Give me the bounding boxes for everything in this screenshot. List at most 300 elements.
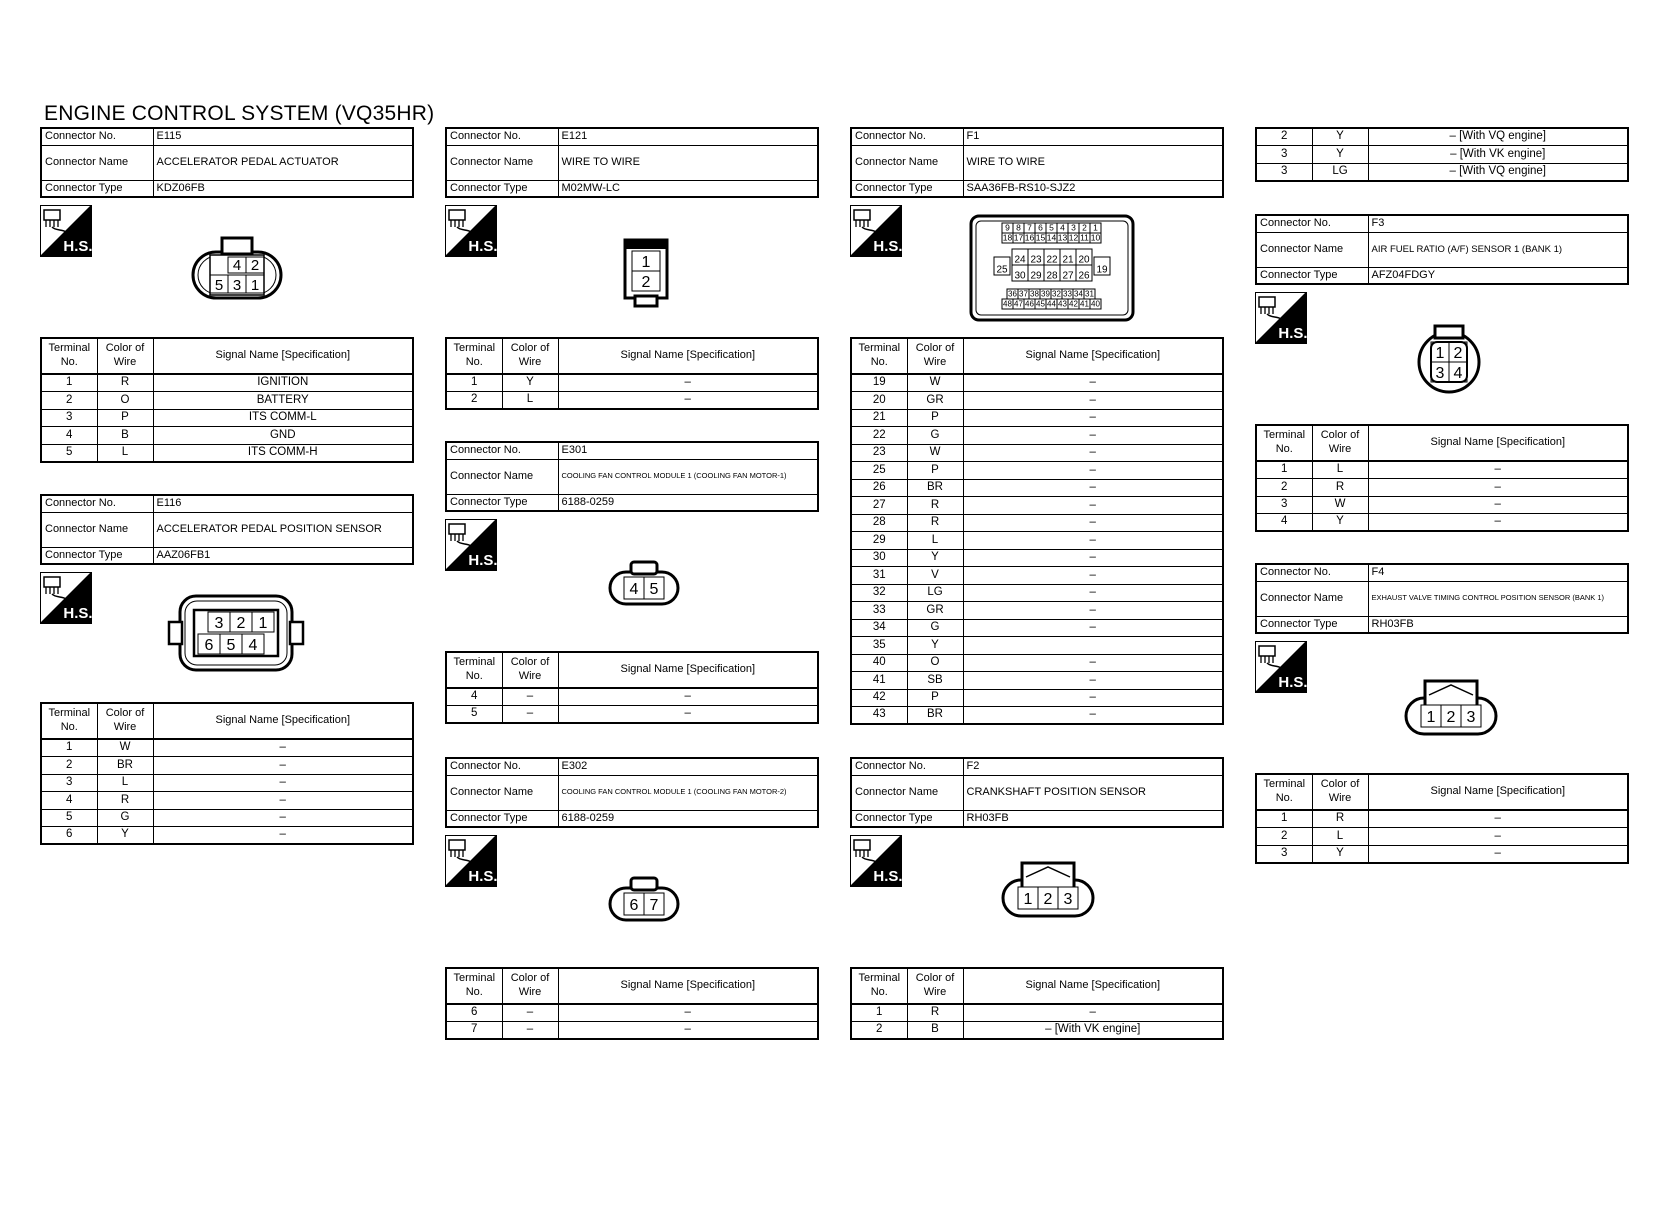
connector-info-f1 — [850, 127, 1224, 198]
terminal-no-cell: 2 — [1256, 128, 1312, 146]
terminal-no-cell: 27 — [851, 497, 907, 515]
signal-name-cell: – — [963, 689, 1223, 707]
pin-label: 1 — [250, 277, 260, 294]
wire-color-cell: Y — [1312, 514, 1368, 532]
wire-color-cell: P — [97, 409, 153, 427]
wire-color-cell: B — [97, 427, 153, 445]
terminal-no-cell: 19 — [851, 374, 907, 392]
harness-side-icon — [40, 205, 92, 257]
pin-label: 34 — [1074, 289, 1083, 299]
terminal-no-cell: 30 — [851, 549, 907, 567]
table-row — [41, 792, 413, 810]
signal-name-cell: – — [1368, 828, 1628, 846]
connector-name-label: Connector Name — [41, 512, 153, 547]
table-row — [41, 444, 413, 462]
pin-label: 7 — [1027, 222, 1032, 233]
connector-name-value: ACCELERATOR PEDAL ACTUATOR — [153, 145, 413, 180]
terminal-no-cell: 3 — [1256, 163, 1312, 181]
connector-no-value: E301 — [558, 442, 818, 459]
signal-name-cell: – — [153, 809, 413, 827]
wire-color-cell: L — [97, 774, 153, 792]
connector-name-label: Connector Name — [446, 775, 558, 810]
signal-name-cell: – — [1368, 810, 1628, 828]
connector-name-value: CRANKSHAFT POSITION SENSOR — [963, 775, 1223, 810]
terminal-table-e302 — [445, 967, 819, 1040]
table-row — [851, 584, 1223, 602]
page-title: ENGINE CONTROL SYSTEM (VQ35HR) — [44, 102, 435, 125]
table-row — [851, 497, 1223, 515]
connector-no-label: Connector No. — [446, 758, 558, 775]
signal-name-cell: – — [963, 444, 1223, 462]
terminal-no-header: Terminal No. — [1256, 425, 1312, 461]
terminal-table-e121 — [445, 337, 819, 410]
connector-name-value: COOLING FAN CONTROL MODULE 1 (COOLING FAN MOTOR-2) — [558, 775, 818, 810]
signal-name-cell: – — [963, 584, 1223, 602]
wire-color-cell: R — [907, 497, 963, 515]
connector-no-label: Connector No. — [446, 442, 558, 459]
signal-name-cell: – — [558, 688, 818, 706]
terminal-no-cell: 2 — [41, 392, 97, 410]
pin-label: 4 — [1060, 222, 1065, 233]
terminal-no-cell: 1 — [851, 1004, 907, 1022]
wire-color-cell: L — [502, 392, 558, 410]
connector-type-label: Connector Type — [446, 810, 558, 827]
terminal-no-cell: 1 — [1256, 461, 1312, 479]
connector-no-value: E116 — [153, 495, 413, 512]
terminal-table-e301 — [445, 651, 819, 724]
connector-type-label: Connector Type — [446, 180, 558, 197]
wire-color-cell: BR — [907, 707, 963, 725]
table-row — [41, 757, 413, 775]
pin-label: 3 — [1063, 891, 1073, 908]
signal-name-cell: – — [963, 549, 1223, 567]
signal-name-cell: – — [963, 1004, 1223, 1022]
wire-color-cell: Y — [502, 374, 558, 392]
pin-label: 6 — [629, 897, 639, 914]
connector-type-value: 6188-0259 — [558, 494, 818, 511]
wire-color-cell: LG — [1312, 163, 1368, 181]
connector-type-value: M02MW-LC — [558, 180, 818, 197]
terminal-no-cell: 32 — [851, 584, 907, 602]
terminal-no-cell: 1 — [1256, 810, 1312, 828]
signal-name-cell: – — [963, 672, 1223, 690]
connector-info-e116 — [40, 494, 414, 565]
pin-label: 28 — [1046, 270, 1058, 282]
connector-name-label: Connector Name — [851, 775, 963, 810]
color-of-wire-header: Color of Wire — [907, 338, 963, 374]
signal-name-cell: – — [963, 514, 1223, 532]
pin-label: 2 — [1453, 345, 1463, 362]
terminal-table-f2 — [850, 967, 1224, 1040]
table-row — [41, 427, 413, 445]
connector-name-label: Connector Name — [1256, 232, 1368, 267]
signal-name-cell: – — [963, 462, 1223, 480]
pin-label: 39 — [1041, 289, 1050, 299]
table-row — [851, 689, 1223, 707]
terminal-no-cell: 4 — [446, 688, 502, 706]
signal-name-header: Signal Name [Specification] — [153, 338, 413, 374]
connector-diagram-e121 — [621, 237, 671, 309]
connector-f4 — [1255, 563, 1629, 859]
wire-color-cell: BR — [97, 757, 153, 775]
terminal-no-cell: 2 — [851, 1022, 907, 1040]
signal-name-cell: – — [963, 427, 1223, 445]
terminal-no-header: Terminal No. — [446, 338, 502, 374]
pin-label: 1 — [1426, 709, 1436, 726]
signal-name-cell: – — [1368, 496, 1628, 514]
connector-type-value: KDZ06FB — [153, 180, 413, 197]
wire-color-cell: BR — [907, 479, 963, 497]
signal-name-cell: – — [153, 757, 413, 775]
pin-label: 48 — [1003, 299, 1012, 309]
pin-label: 18 — [1002, 232, 1013, 243]
table-row — [1256, 496, 1628, 514]
harness-side-icon — [850, 205, 902, 257]
wire-color-cell: L — [907, 532, 963, 550]
terminal-no-cell: 29 — [851, 532, 907, 550]
terminal-no-cell: 4 — [1256, 514, 1312, 532]
terminal-table-f3 — [1255, 424, 1629, 532]
connector-name-label: Connector Name — [1256, 581, 1368, 616]
connector-type-value: SAA36FB-RS10-SJZ2 — [963, 180, 1223, 197]
wire-color-cell: Y — [1312, 146, 1368, 164]
terminal-no-header: Terminal No. — [1256, 774, 1312, 810]
signal-name-cell: – — [963, 532, 1223, 550]
pin-label: 5 — [214, 277, 224, 294]
connector-info-e121 — [445, 127, 819, 198]
pin-label: 3 — [1466, 709, 1476, 726]
terminal-no-cell: 41 — [851, 672, 907, 690]
terminal-no-cell: 3 — [41, 409, 97, 427]
signal-name-cell: – — [1368, 845, 1628, 863]
table-row — [851, 392, 1223, 410]
wire-color-cell: R — [1312, 479, 1368, 497]
terminal-no-header: Terminal No. — [851, 338, 907, 374]
pin-label: 27 — [1062, 270, 1074, 282]
terminal-rows — [1256, 128, 1628, 181]
pin-label: 10 — [1090, 232, 1101, 243]
signal-name-cell: – [With VK engine] — [1368, 146, 1628, 164]
terminal-no-cell: 3 — [41, 774, 97, 792]
signal-name-cell: – [With VK engine] — [963, 1022, 1223, 1040]
terminal-no-header: Terminal No. — [446, 652, 502, 688]
pin-label: 2 — [1446, 709, 1456, 726]
pin-label: 29 — [1030, 270, 1042, 282]
pin-label: 31 — [1085, 289, 1094, 299]
table-row — [41, 374, 413, 392]
harness-side-icon — [1255, 292, 1307, 344]
table-row — [446, 392, 818, 410]
harness-side-icon — [1255, 641, 1307, 693]
wire-color-cell: R — [97, 374, 153, 392]
pin-label: 23 — [1030, 254, 1042, 266]
wire-color-cell: – — [502, 706, 558, 724]
connector-no-value: E115 — [153, 128, 413, 145]
wire-color-cell: P — [907, 409, 963, 427]
pin-label: 45 — [1036, 299, 1045, 309]
wire-color-cell: B — [907, 1022, 963, 1040]
connector-e121 — [445, 127, 819, 406]
connector-diagram-e115 — [190, 235, 284, 301]
table-row — [851, 514, 1223, 532]
pin-label: 38 — [1030, 289, 1039, 299]
signal-name-cell: – — [963, 602, 1223, 620]
connector-e116 — [40, 494, 414, 841]
connector-diagram-f1 — [968, 213, 1136, 323]
pin-label: 1 — [1093, 222, 1098, 233]
connector-info-f2 — [850, 757, 1224, 828]
connector-type-label: Connector Type — [41, 180, 153, 197]
terminal-table-e116 — [40, 702, 414, 845]
table-row — [1256, 845, 1628, 863]
table-row — [851, 637, 1223, 655]
pin-label: 17 — [1013, 232, 1024, 243]
table-row — [851, 549, 1223, 567]
terminal-no-cell: 3 — [1256, 845, 1312, 863]
signal-name-cell: – — [558, 1022, 818, 1040]
terminal-no-cell: 2 — [41, 757, 97, 775]
color-of-wire-header: Color of Wire — [1312, 774, 1368, 810]
wire-color-cell: R — [907, 1004, 963, 1022]
pin-label: 2 — [641, 274, 651, 291]
table-row — [1256, 810, 1628, 828]
table-row — [41, 739, 413, 757]
pin-label: 11 — [1080, 232, 1089, 243]
connector-info-f4 — [1255, 563, 1629, 634]
color-of-wire-header: Color of Wire — [1312, 425, 1368, 461]
color-of-wire-header: Color of Wire — [502, 652, 558, 688]
table-row — [851, 532, 1223, 550]
pin-label: 47 — [1014, 299, 1023, 309]
wire-color-cell: Y — [97, 827, 153, 845]
table-row — [851, 444, 1223, 462]
connector-info-e302 — [445, 757, 819, 828]
signal-name-header: Signal Name [Specification] — [1368, 774, 1628, 810]
wire-color-cell: – — [502, 1004, 558, 1022]
pin-label: 1 — [641, 254, 651, 271]
signal-name-cell: ITS COMM-L — [153, 409, 413, 427]
pin-label: 43 — [1058, 299, 1067, 309]
color-of-wire-header: Color of Wire — [502, 338, 558, 374]
wire-color-cell: W — [97, 739, 153, 757]
signal-name-header: Signal Name [Specification] — [963, 338, 1223, 374]
terminal-no-cell: 4 — [41, 427, 97, 445]
connector-type-value: RH03FB — [1368, 616, 1628, 633]
pin-label: 4 — [232, 257, 242, 274]
pin-label: 46 — [1025, 299, 1034, 309]
table-row — [851, 567, 1223, 585]
connector-name-label: Connector Name — [446, 459, 558, 494]
table-row — [446, 688, 818, 706]
table-row — [851, 619, 1223, 637]
signal-name-cell: – [With VQ engine] — [1368, 128, 1628, 146]
table-row — [446, 706, 818, 724]
pin-label: 13 — [1057, 232, 1068, 243]
table-row — [851, 374, 1223, 392]
table-row — [1256, 146, 1628, 164]
pin-label: 44 — [1047, 299, 1056, 309]
connector-type-value: AAZ06FB1 — [153, 547, 413, 564]
pin-label: 3 — [232, 277, 242, 294]
wire-color-cell: G — [97, 809, 153, 827]
table-row — [41, 409, 413, 427]
harness-side-icon — [445, 205, 497, 257]
pin-label: 19 — [1096, 264, 1108, 276]
terminal-no-cell: 5 — [446, 706, 502, 724]
pin-label: 14 — [1046, 232, 1057, 243]
wire-color-cell: R — [907, 514, 963, 532]
connector-no-label: Connector No. — [446, 128, 558, 145]
terminal-rows — [446, 1004, 818, 1039]
signal-name-cell: – — [963, 619, 1223, 637]
signal-name-cell: – — [963, 497, 1223, 515]
connector-no-label: Connector No. — [41, 495, 153, 512]
wire-color-cell: – — [502, 688, 558, 706]
table-row — [1256, 514, 1628, 532]
signal-name-cell: – — [1368, 514, 1628, 532]
pin-label: 1 — [1023, 891, 1033, 908]
color-of-wire-header: Color of Wire — [97, 703, 153, 739]
wire-color-cell: W — [1312, 496, 1368, 514]
wire-color-cell: L — [1312, 828, 1368, 846]
wire-color-cell: G — [907, 619, 963, 637]
wire-color-cell: Y — [1312, 845, 1368, 863]
signal-name-cell: – — [153, 827, 413, 845]
signal-name-cell: ITS COMM-H — [153, 444, 413, 462]
connector-no-label: Connector No. — [1256, 215, 1368, 232]
pin-label: 37 — [1019, 289, 1028, 299]
signal-name-cell: – — [558, 1004, 818, 1022]
signal-name-cell: – — [963, 374, 1223, 392]
terminal-table-f4 — [1255, 773, 1629, 864]
terminal-no-cell: 5 — [41, 444, 97, 462]
pin-label: 3 — [1435, 365, 1445, 382]
wire-color-cell: Y — [907, 637, 963, 655]
terminal-rows — [1256, 461, 1628, 531]
terminal-no-cell: 23 — [851, 444, 907, 462]
terminal-no-cell: 42 — [851, 689, 907, 707]
connector-e302 — [445, 757, 819, 1036]
table-row — [851, 1004, 1223, 1022]
terminal-no-cell: 6 — [446, 1004, 502, 1022]
terminal-no-cell: 4 — [41, 792, 97, 810]
connector-type-label: Connector Type — [1256, 267, 1368, 284]
signal-name-cell: – — [963, 479, 1223, 497]
pin-label: 30 — [1014, 270, 1026, 282]
terminal-table-e115 — [40, 337, 414, 463]
connector-no-label: Connector No. — [851, 758, 963, 775]
pin-label: 42 — [1069, 299, 1078, 309]
wire-color-cell: GR — [907, 392, 963, 410]
connector-no-value: F2 — [963, 758, 1223, 775]
table-row — [851, 672, 1223, 690]
pin-label: 5 — [649, 581, 659, 598]
terminal-no-header: Terminal No. — [446, 968, 502, 1004]
connector-type-label: Connector Type — [446, 494, 558, 511]
terminal-rows — [1256, 810, 1628, 863]
terminal-no-cell: 2 — [446, 392, 502, 410]
connector-name-value: WIRE TO WIRE — [558, 145, 818, 180]
connector-type-label: Connector Type — [851, 810, 963, 827]
pin-label: 1 — [258, 615, 268, 632]
terminal-table-f1 — [850, 337, 1224, 725]
table-row — [1256, 163, 1628, 181]
pin-label: 41 — [1080, 299, 1089, 309]
pin-label: 2 — [1082, 222, 1087, 233]
terminal-rows — [851, 374, 1223, 724]
signal-name-cell: – — [558, 392, 818, 410]
pin-label: 2 — [250, 257, 260, 274]
wire-color-cell: P — [907, 689, 963, 707]
wire-color-cell: L — [97, 444, 153, 462]
connector-name-value: ACCELERATOR PEDAL POSITION SENSOR — [153, 512, 413, 547]
signal-name-header: Signal Name [Specification] — [153, 703, 413, 739]
harness-side-icon — [850, 835, 902, 887]
wire-color-cell: W — [907, 444, 963, 462]
harness-side-icon — [445, 519, 497, 571]
connector-diagram-f3 — [1413, 322, 1485, 394]
table-row — [851, 462, 1223, 480]
terminal-rows — [446, 374, 818, 409]
connector-type-value: RH03FB — [963, 810, 1223, 827]
signal-name-cell: – — [1368, 461, 1628, 479]
table-row — [41, 774, 413, 792]
pin-label: 3 — [1071, 222, 1076, 233]
terminal-no-cell: 1 — [41, 739, 97, 757]
connector-diagram-e301 — [607, 559, 681, 607]
connector-diagram-f4 — [1403, 675, 1499, 739]
connector-info-e115 — [40, 127, 414, 198]
pin-label: 5 — [226, 637, 236, 654]
connector-name-label: Connector Name — [446, 145, 558, 180]
terminal-no-cell: 21 — [851, 409, 907, 427]
table-row — [41, 809, 413, 827]
connector-name-value: WIRE TO WIRE — [963, 145, 1223, 180]
wire-color-cell: W — [907, 374, 963, 392]
connector-name-value: AIR FUEL RATIO (A/F) SENSOR 1 (BANK 1) — [1368, 232, 1628, 267]
pin-label: 2 — [1043, 891, 1053, 908]
signal-name-cell: – — [963, 409, 1223, 427]
harness-side-icon — [445, 835, 497, 887]
terminal-no-cell: 40 — [851, 654, 907, 672]
connector-diagram-f2 — [1000, 857, 1096, 921]
connector-name-label: Connector Name — [851, 145, 963, 180]
signal-name-cell: – — [153, 792, 413, 810]
table-row — [851, 479, 1223, 497]
terminal-no-cell: 3 — [1256, 496, 1312, 514]
connector-f2 — [850, 757, 1224, 1036]
connector-diagram-e116 — [166, 592, 306, 674]
pin-label: 9 — [1005, 222, 1010, 233]
connector-f2-continued — [1255, 127, 1629, 182]
table-row — [851, 654, 1223, 672]
table-row — [446, 1022, 818, 1040]
table-row — [851, 602, 1223, 620]
signal-name-cell: – — [558, 374, 818, 392]
wire-color-cell: G — [907, 427, 963, 445]
wire-color-cell: GR — [907, 602, 963, 620]
table-row — [1256, 828, 1628, 846]
terminal-rows — [41, 374, 413, 462]
table-row — [851, 707, 1223, 725]
table-row — [851, 1022, 1223, 1040]
terminal-rows — [446, 688, 818, 723]
connector-name-value: COOLING FAN CONTROL MODULE 1 (COOLING FAN MOTOR-1) — [558, 459, 818, 494]
terminal-no-cell: 22 — [851, 427, 907, 445]
wire-color-cell: O — [97, 392, 153, 410]
table-row — [851, 427, 1223, 445]
connector-f3 — [1255, 214, 1629, 528]
